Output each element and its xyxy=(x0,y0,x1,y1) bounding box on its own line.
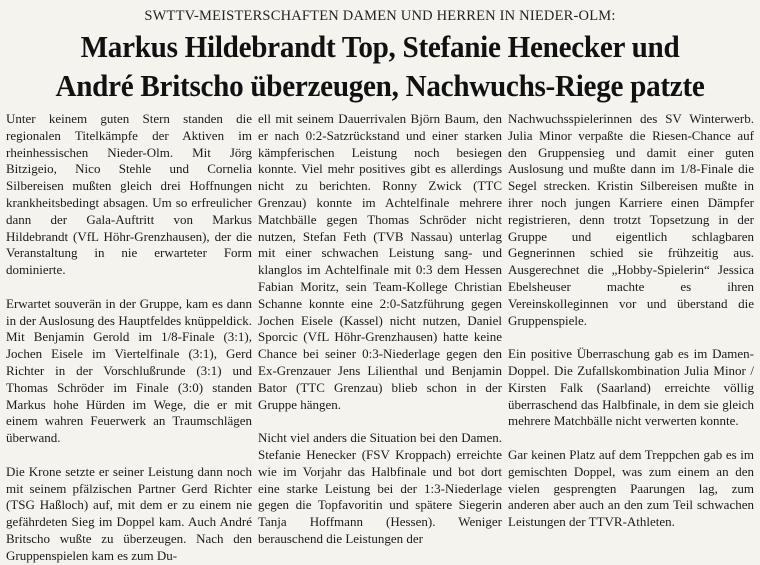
paragraph: Ein positive Überraschung gab es im Damen-Doppel. Die Zufallskombination Julia Minor / Kirsten Falk (Saarland) erreichte völlig überraschend das Halbfinale, in dem sie gleich mehrere Matchbälle nicht verwerten konnte. xyxy=(508,346,754,429)
article-columns xyxy=(4,111,756,565)
headline-line-2: André Britscho überzeugen, Nachwuchs-Riege patzte xyxy=(55,68,705,103)
column-2 xyxy=(258,111,502,565)
paragraph: Die Krone setzte er seiner Leistung dann noch mit seinem pfälzischen Partner Gerd Richter (TSG Haßloch) auf, mit dem er zu einem nie gefährdeten Sieg im Doppel kam. Auch André Britscho wußte zu überzeugen. Nach den Gruppenspielen kam es zum Du- xyxy=(6,463,252,563)
paragraph: ell mit seinem Dauerrivalen Björn Baum, den er nach 0:2-Satzrückstand und einer starken kämpferischen Leistung noch besiegen konnte. Viel mehr positives gibt es allerdings nicht zu berichten. Ronny Zwick (TTC Grenzau) konnte im Achtelfinale mehrere Matchbälle gegen Thomas Schröder nicht nutzen, Stefan Feth (TVB Nassau) unterlag mit einer schwachen Leistung sang- und klanglos im Achtelfinale mit 0:3 dem Hessen Fabian Moritz, sein Team-Kollege Christian Schanne konnte eine 2:0-Satzführung gegen Jochen Eisele (Kassel) nicht nutzen, Daniel Sporcic (VfL Höhr-Grenzhausen) hatte keine Chance bei seiner 0:3-Niederlage gegen den Ex-Grenzauer Jens Lilienthal und Benjamin Bator (TTC Grenzau) blieb schon in der Gruppe hängen. xyxy=(258,111,502,412)
paragraph: Gar keinen Platz auf dem Treppchen gab es im gemischten Doppel, was zum einem an den vielen gesprengten Paarungen lag, zum anderen aber auch an den zum Teil schwachen Leistungen der TTVR-Athleten. xyxy=(508,446,754,530)
paragraph: Unter keinem guten Stern standen die regionalen Titelkämpfe der Aktiven im rheinhessischen Nieder-Olm. Mit Jörg Bitzigeio, Nico Stehle und Cornelia Silbereisen mußten gleich drei Hoffnungen krankheitsbedingt absagen. Um so erfreulicher dann der Gala-Auftritt von Markus Hildebrandt (VfL Höhr-Grenzhausen), der die Veranstaltung in nie erwarteter Form dominierte. xyxy=(6,111,252,278)
kicker-line: SWTTV-MEISTERSCHAFTEN DAMEN UND HERREN IN NIEDER-OLM: xyxy=(144,8,616,24)
headline-line-1: Markus Hildebrandt Top, Stefanie Henecker und xyxy=(80,29,680,64)
headline xyxy=(27,27,734,105)
paragraph: Erwartet souverän in der Gruppe, kam es dann in der Auslosung des Hauptfeldes knüppeldick. Mit Benjamin Gerold im 1/8-Finale (3:1), Jochen Eisele im Viertelfinale (3:1), Gerd Richter in der Vorschlußrunde (3:1) und Thomas Schröder im Finale (3:0) standen Markus hohe Hürden im Wege, die er mit einem wahren Feuerwerk an Traumschlägen überwand. xyxy=(6,295,252,446)
column-1 xyxy=(6,111,252,565)
column-3 xyxy=(508,111,754,565)
paragraph: Nachwuchsspielerinnen des SV Winterwerb. Julia Minor verpaßte die Riesen-Chance auf den Gruppensieg und damit einer guten Auslosung und mußte dann im 1/8-Finale die Segel strecken. Kristin Silbereisen mußte in ihrer noch jungen Karriere einen Dämpfer registrieren, denn trotzt Topsetzung in der Gruppe und eigentlich schlagbaren Gegnerinnen schied sie frühzeitig aus. Ausgerechnet die „Hobby-Spielerin“ Jessica Ebelsheuser machte es ihren Vereinskolleginnen vor und überstand die Gruppenspiele. xyxy=(508,111,754,328)
paragraph: Nicht viel anders die Situation bei den Damen. Stefanie Henecker (FSV Kroppach) erreichte wie im Vorjahr das Halbfinale und bot dort eine starke Leistung bei der 1:3-Niederlage gegen die Topfavoritin und spätere Siegerin Tanja Hoffmann (Hessen). Weniger berauschend die Leistungen der xyxy=(258,430,502,546)
